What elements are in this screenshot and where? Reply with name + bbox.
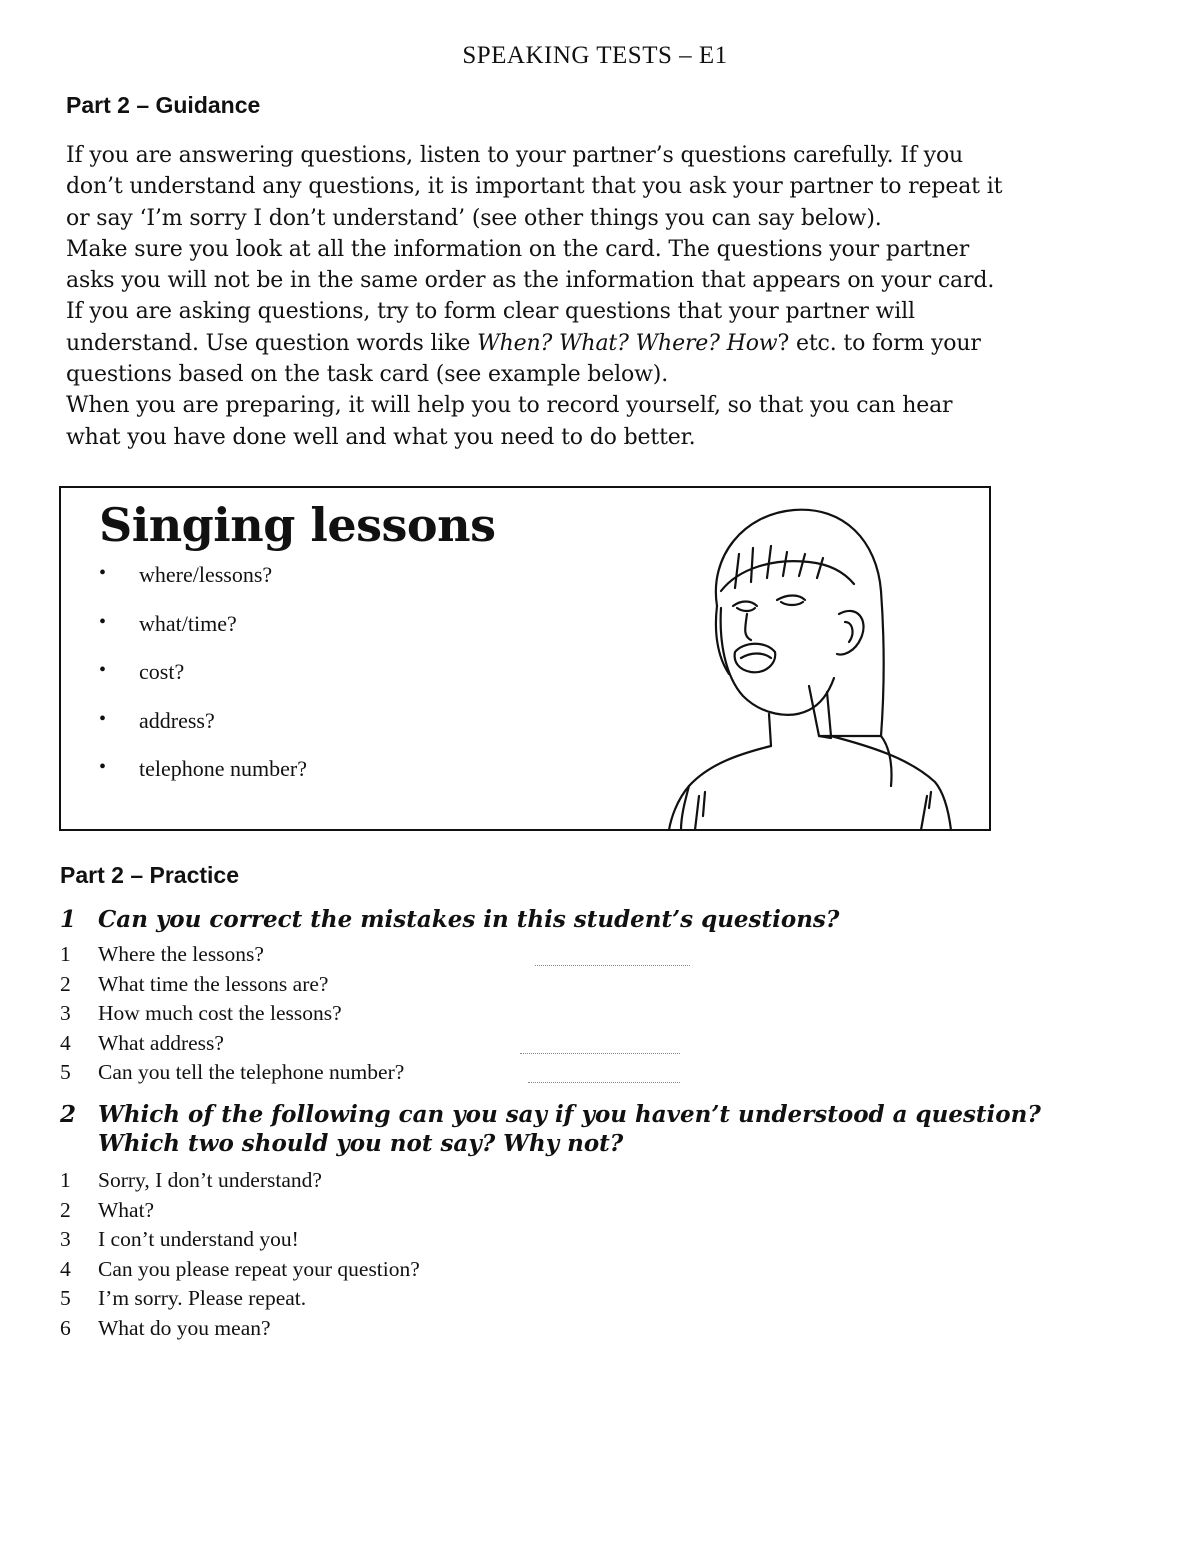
task-instruction-line: Which two should you not say? Why not?: [98, 1130, 624, 1157]
task-instruction-text: Can you correct the mistakes in this student’s questions?: [98, 906, 840, 933]
guidance-line: If you are answering questions, listen to your partner’s questions carefully. If you: [66, 143, 964, 168]
task-1-items: [60, 940, 1170, 1088]
card-title: Singing lessons: [99, 498, 496, 552]
guidance-line: If you are asking questions, try to form clear questions that your partner will: [66, 299, 915, 325]
item-number: 6: [60, 1315, 71, 1340]
task-1: [60, 905, 1170, 1088]
item-number: 1: [60, 942, 71, 967]
item-number: 3: [60, 1227, 71, 1252]
bullet-icon: •: [99, 707, 107, 730]
guidance-line: what you have done well and what you need to do better.: [66, 424, 696, 450]
list-item: [60, 1058, 1170, 1088]
task-instruction-line: Which of the following can you say if you haven’t understood a question?: [98, 1101, 1041, 1128]
answer-dotted-line: [535, 965, 690, 966]
item-text: What address?: [98, 1030, 224, 1055]
card-prompt: [99, 659, 307, 708]
list-item: [60, 970, 1170, 1000]
item-text: How much cost the lessons?: [98, 1001, 342, 1026]
bullet-icon: •: [99, 610, 107, 633]
task-2-items: [60, 1166, 1170, 1343]
bullet-icon: •: [99, 756, 107, 778]
item-number: 5: [60, 1060, 71, 1085]
list-item: [60, 1225, 1170, 1255]
item-number: 4: [60, 1256, 71, 1281]
list-item: [60, 1255, 1170, 1285]
guidance-line: Make sure you look at all the information on the card. The questions your partner: [66, 236, 970, 262]
guidance-line: [66, 328, 1176, 359]
card-prompt-list: [99, 562, 307, 805]
bullet-icon: •: [99, 562, 107, 584]
item-number: 1: [60, 1168, 71, 1193]
guidance-line-start: understand. Use question words like: [66, 330, 478, 356]
guidance-line: or say ‘I’m sorry I don’t understand’ (see other things you can say below).: [66, 205, 882, 231]
item-number: 3: [60, 1001, 71, 1026]
singing-girl-illustration: [659, 496, 959, 831]
item-text: Can you please repeat your question?: [98, 1256, 420, 1281]
item-number: 2: [60, 1197, 71, 1222]
item-number: 2: [60, 971, 71, 996]
item-number: 4: [60, 1030, 71, 1055]
task-number: 1: [60, 906, 77, 933]
card-prompt-text: what/time?: [139, 610, 237, 636]
task-2-instruction: [60, 1100, 1170, 1158]
card-prompt: [99, 708, 307, 757]
list-item: [60, 1196, 1170, 1226]
card-prompt-text: cost?: [139, 659, 185, 684]
card-prompt-text: where/lessons?: [139, 562, 273, 587]
item-text: Where the lessons?: [98, 942, 264, 967]
list-item: [60, 999, 1170, 1029]
guidance-line: questions based on the task card (see example below).: [66, 362, 669, 388]
card-prompt-text: address?: [139, 707, 215, 733]
task-2: [60, 1100, 1170, 1343]
question-words: When? What? Where? How: [477, 330, 778, 356]
practice-heading: Part 2 – Practice: [60, 862, 240, 888]
card-prompt: [99, 562, 307, 611]
guidance-paragraph: [66, 140, 1176, 453]
card-prompt: [99, 611, 307, 660]
card-prompt: [99, 756, 307, 805]
item-text: Can you tell the telephone number?: [98, 1060, 405, 1085]
item-text: What do you mean?: [98, 1315, 271, 1340]
item-number: 5: [60, 1286, 71, 1311]
guidance-line: When you are preparing, it will help you to record yourself, so that you can hear: [66, 393, 953, 419]
list-item: [60, 1166, 1170, 1196]
page-title: SPEAKING TESTS – E1: [462, 42, 728, 69]
guidance-line: don’t understand any questions, it is important that you ask your partner to repeat it: [66, 174, 1003, 200]
guidance-heading: Part 2 – Guidance: [66, 92, 261, 118]
card-prompt-text: telephone number?: [139, 756, 307, 781]
item-text: I con’t understand you!: [98, 1227, 299, 1252]
guidance-line-end: ? etc. to form your: [777, 330, 981, 356]
list-item: [60, 1284, 1170, 1314]
item-text: I’m sorry. Please repeat.: [98, 1286, 307, 1311]
task-card: [59, 486, 991, 831]
bullet-icon: •: [99, 659, 107, 681]
item-text: What?: [98, 1197, 155, 1222]
task-instruction-text: [98, 1100, 1041, 1158]
answer-dotted-line: [520, 1053, 680, 1054]
item-text: Sorry, I don’t understand?: [98, 1168, 322, 1193]
task-number: 2: [60, 1101, 77, 1128]
guidance-line: asks you will not be in the same order as the information that appears on your card.: [66, 268, 995, 294]
item-text: What time the lessons are?: [98, 971, 329, 996]
list-item: [60, 1314, 1170, 1344]
answer-dotted-line: [528, 1082, 680, 1083]
task-1-instruction: [60, 905, 1170, 934]
